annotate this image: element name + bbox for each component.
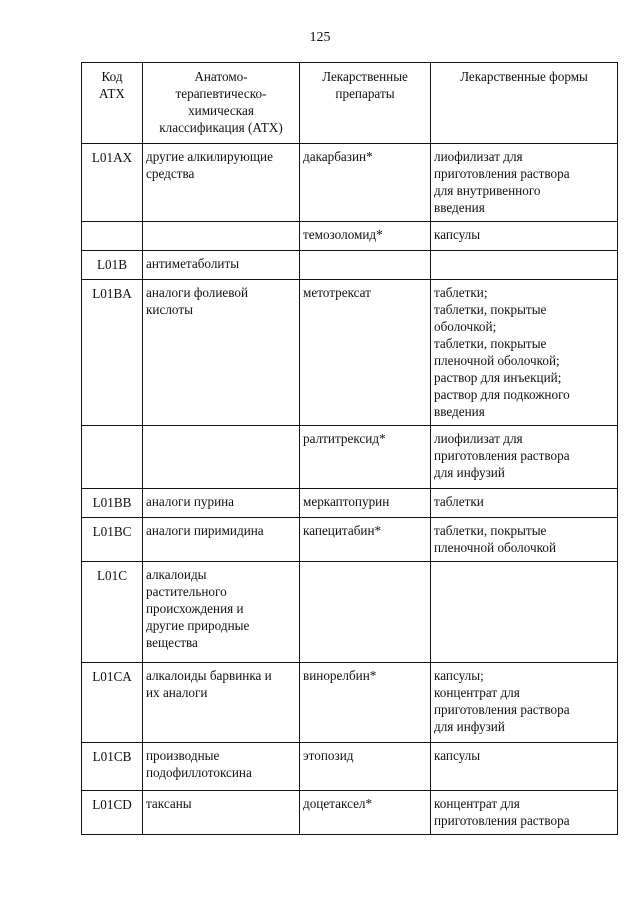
drug-cell bbox=[300, 426, 431, 489]
cell-line: для внутривенного bbox=[434, 183, 541, 198]
cell-line: лиофилизат для bbox=[434, 149, 523, 164]
table-row bbox=[82, 663, 618, 743]
table-row bbox=[82, 518, 618, 562]
classification-cell bbox=[143, 489, 300, 518]
table-row bbox=[82, 426, 618, 489]
cell-line: таблетки bbox=[434, 494, 484, 509]
atx-code-cell: L01B bbox=[82, 251, 143, 280]
table-row bbox=[82, 791, 618, 835]
table-header-row bbox=[82, 63, 618, 144]
cell-line: дакарбазин* bbox=[303, 149, 373, 164]
cell-line: другие алкилирующие bbox=[146, 149, 273, 164]
table-row bbox=[82, 743, 618, 791]
forms-cell bbox=[431, 426, 618, 489]
cell-line: аналоги фолиевой bbox=[146, 285, 249, 300]
drug-cell bbox=[300, 280, 431, 426]
drug-cell bbox=[300, 743, 431, 791]
cell-line: пленочной оболочкой bbox=[434, 540, 557, 555]
header-drugs-line: Лекарственные bbox=[322, 69, 408, 84]
classification-cell bbox=[143, 280, 300, 426]
forms-cell bbox=[431, 791, 618, 835]
classification-cell bbox=[143, 222, 300, 251]
cell-line: доцетаксел* bbox=[303, 796, 373, 811]
drug-cell bbox=[300, 144, 431, 222]
drug-cell bbox=[300, 562, 431, 663]
forms-cell bbox=[431, 518, 618, 562]
cell-line: введения bbox=[434, 200, 485, 215]
cell-line: таксаны bbox=[146, 796, 192, 811]
cell-line: темозоломид* bbox=[303, 227, 383, 242]
cell-line: антиметаболиты bbox=[146, 256, 240, 271]
cell-line: метотрексат bbox=[303, 285, 371, 300]
cell-line: растительного bbox=[146, 584, 227, 599]
classification-cell bbox=[143, 743, 300, 791]
drug-cell bbox=[300, 791, 431, 835]
forms-cell bbox=[431, 562, 618, 663]
cell-line: приготовления раствора bbox=[434, 166, 570, 181]
forms-cell bbox=[431, 280, 618, 426]
cell-line: алкалоиды барвинка и bbox=[146, 668, 272, 683]
forms-cell bbox=[431, 222, 618, 251]
cell-line: приготовления раствора bbox=[434, 702, 570, 717]
table-row bbox=[82, 144, 618, 222]
atx-code-cell: L01BC bbox=[82, 518, 143, 562]
forms-cell bbox=[431, 251, 618, 280]
table-row bbox=[82, 251, 618, 280]
cell-line: оболочкой; bbox=[434, 319, 497, 334]
header-classification bbox=[143, 63, 300, 144]
cell-line: таблетки, покрытые bbox=[434, 523, 547, 538]
drug-cell bbox=[300, 489, 431, 518]
cell-line: аналоги пиримидина bbox=[146, 523, 264, 538]
header-forms-line: Лекарственные формы bbox=[460, 69, 588, 84]
header-code-line: АТХ bbox=[99, 86, 125, 101]
atx-table bbox=[81, 62, 618, 835]
classification-cell bbox=[143, 663, 300, 743]
cell-line: аналоги пурина bbox=[146, 494, 235, 509]
forms-cell bbox=[431, 144, 618, 222]
atx-code-cell: L01C bbox=[82, 562, 143, 663]
cell-line: меркаптопурин bbox=[303, 494, 390, 509]
cell-line: таблетки; bbox=[434, 285, 488, 300]
cell-line: этопозид bbox=[303, 748, 354, 763]
cell-line: приготовления раствора bbox=[434, 813, 570, 828]
table-row bbox=[82, 280, 618, 426]
forms-cell bbox=[431, 663, 618, 743]
classification-cell bbox=[143, 426, 300, 489]
atx-code-cell: L01CB bbox=[82, 743, 143, 791]
atx-code-cell: L01BA bbox=[82, 280, 143, 426]
atx-code-cell: L01CD bbox=[82, 791, 143, 835]
cell-line: их аналоги bbox=[146, 685, 208, 700]
cell-line: капсулы; bbox=[434, 668, 484, 683]
header-drugs bbox=[300, 63, 431, 144]
header-classification-line: терапевтическо- bbox=[175, 86, 267, 101]
cell-line: алкалоиды bbox=[146, 567, 207, 582]
cell-line: производные bbox=[146, 748, 220, 763]
header-code-line: Код bbox=[101, 69, 123, 84]
cell-line: средства bbox=[146, 166, 195, 181]
classification-cell bbox=[143, 251, 300, 280]
table-row bbox=[82, 489, 618, 518]
cell-line: концентрат для bbox=[434, 796, 520, 811]
cell-line: вещества bbox=[146, 635, 198, 650]
cell-line: введения bbox=[434, 404, 485, 419]
cell-line: подофиллотоксина bbox=[146, 765, 252, 780]
cell-line: происхождения и bbox=[146, 601, 244, 616]
forms-cell bbox=[431, 743, 618, 791]
header-classification-line: химическая bbox=[188, 103, 254, 118]
cell-line: раствор для инъекций; bbox=[434, 370, 562, 385]
atx-code-cell bbox=[82, 426, 143, 489]
cell-line: капецитабин* bbox=[303, 523, 382, 538]
cell-line: для инфузий bbox=[434, 465, 505, 480]
table-row bbox=[82, 562, 618, 663]
header-forms bbox=[431, 63, 618, 144]
classification-cell bbox=[143, 144, 300, 222]
atx-code-cell: L01AX bbox=[82, 144, 143, 222]
cell-line: винорелбин* bbox=[303, 668, 377, 683]
cell-line: приготовления раствора bbox=[434, 448, 570, 463]
cell-line: концентрат для bbox=[434, 685, 520, 700]
atx-code-cell: L01BB bbox=[82, 489, 143, 518]
atx-code-cell: L01CA bbox=[82, 663, 143, 743]
header-classification-line: Анатомо- bbox=[194, 69, 248, 84]
table-row bbox=[82, 222, 618, 251]
drug-cell bbox=[300, 251, 431, 280]
header-drugs-line: препараты bbox=[335, 86, 395, 101]
drug-cell bbox=[300, 222, 431, 251]
cell-line: капсулы bbox=[434, 227, 481, 242]
classification-cell bbox=[143, 562, 300, 663]
cell-line: капсулы bbox=[434, 748, 481, 763]
classification-cell bbox=[143, 518, 300, 562]
header-code bbox=[82, 63, 143, 144]
header-classification-line: классификация (АТХ) bbox=[159, 120, 283, 135]
drug-cell bbox=[300, 518, 431, 562]
cell-line: ралтитрексид* bbox=[303, 431, 386, 446]
cell-line: раствор для подкожного bbox=[434, 387, 570, 402]
atx-code-cell bbox=[82, 222, 143, 251]
cell-line: таблетки, покрытые bbox=[434, 302, 547, 317]
cell-line: кислоты bbox=[146, 302, 193, 317]
drug-cell bbox=[300, 663, 431, 743]
forms-cell bbox=[431, 489, 618, 518]
cell-line: для инфузий bbox=[434, 719, 505, 734]
cell-line: таблетки, покрытые bbox=[434, 336, 547, 351]
cell-line: пленочной оболочкой; bbox=[434, 353, 560, 368]
classification-cell bbox=[143, 791, 300, 835]
page-number: 125 bbox=[309, 30, 331, 45]
cell-line: другие природные bbox=[146, 618, 250, 633]
cell-line: лиофилизат для bbox=[434, 431, 523, 446]
